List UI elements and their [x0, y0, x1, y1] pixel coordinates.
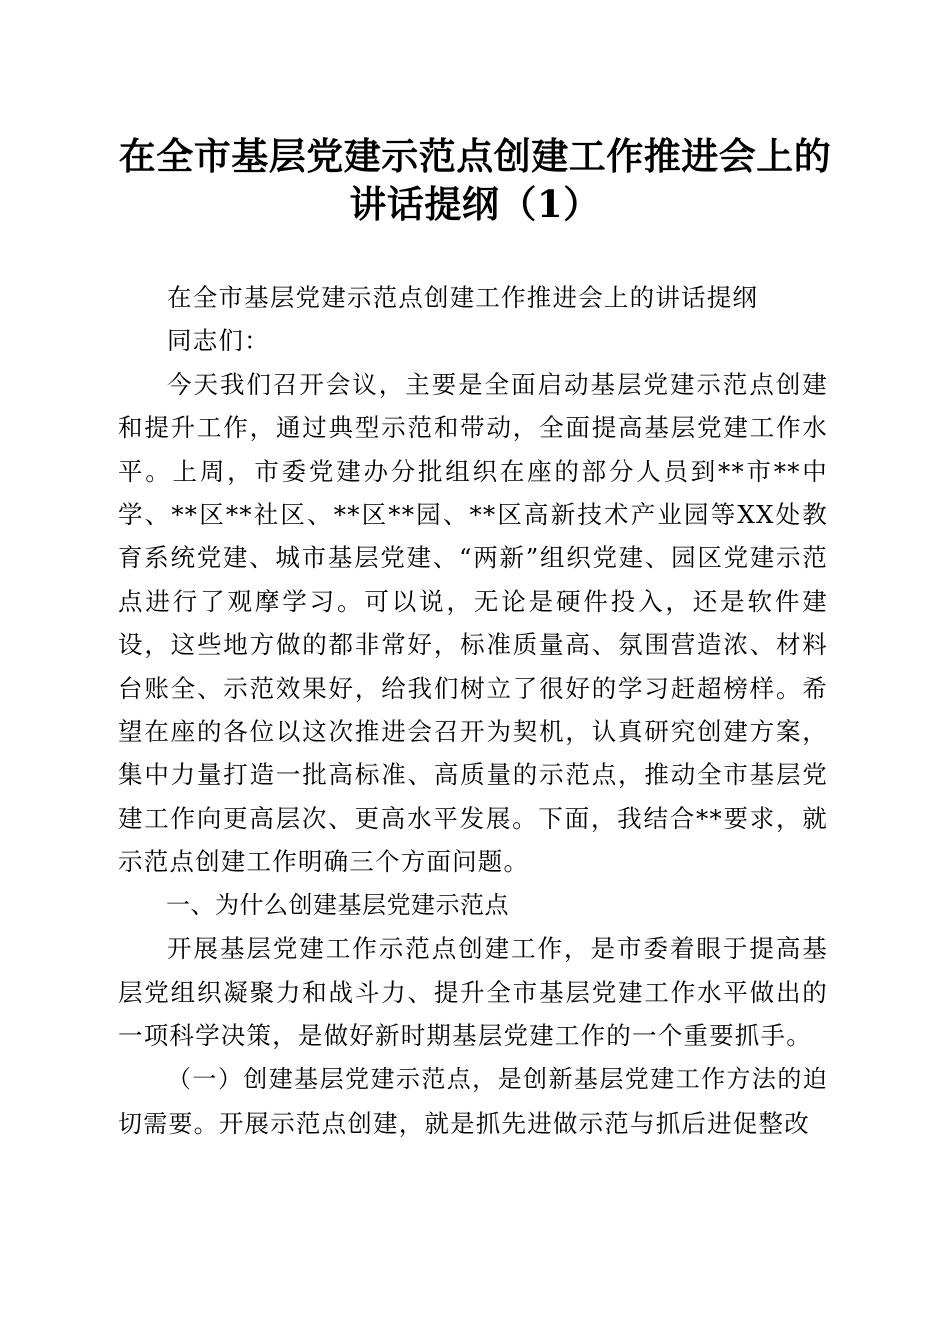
section-heading: 一、为什么创建基层党建示范点 [166, 890, 509, 919]
document-body [118, 276, 828, 1146]
subsection-paragraph [118, 1057, 828, 1146]
salutation: 同志们： [167, 326, 270, 356]
subsection-text: 开展示范点创建，就是抓先进做示范与抓后进促整改 [218, 1108, 810, 1138]
intro-paragraph: 今天我们召开会议，主要是全面启动基层党建示范点创建和提升工作，通过典型示范和带动，全面提高基层党建工作水平。上周，市委党建办分批组织在座的部分人员到**市**中学、**区**社区、**区**园、**区高新技术产业园等XX处教育系统党建、城市基层党建、“两新”组织党建、园区党建示范点进行了观摩学习。可以说，无论是硬件投入，还是软件建设，这些地方做的都非常好，标准质量高、氛围营造浓、材料台账全、示范效果好，给我们树立了很好的学习赶超榜样。希望在座的各位以这次推进会召开为契机，认真研究创建方案，集中力量打造一批高标准、高质量的示范点，推动全市基层党建工作向更高层次、更高水平发展。下面，我结合**要求，就示范点创建工作明确三个方面问题。 [118, 369, 828, 877]
subsection-lead: （一）创建基层党建示范点，是创新基层党建工作方法的迫切需要。 [118, 1065, 828, 1138]
section-paragraph: 开展基层党建工作示范点创建工作，是市委着眼于提高基层党组织凝聚力和战斗力、提升全市基层党建工作水平做出的一项科学决策，是做好新时期基层党建工作的一个重要抓手。 [118, 934, 828, 1050]
document-subtitle: 在全市基层党建示范点创建工作推进会上的讲话提纲 [167, 283, 759, 312]
document-title: 在全市基层党建示范点创建工作推进会上的讲话提纲（1） [118, 134, 832, 226]
